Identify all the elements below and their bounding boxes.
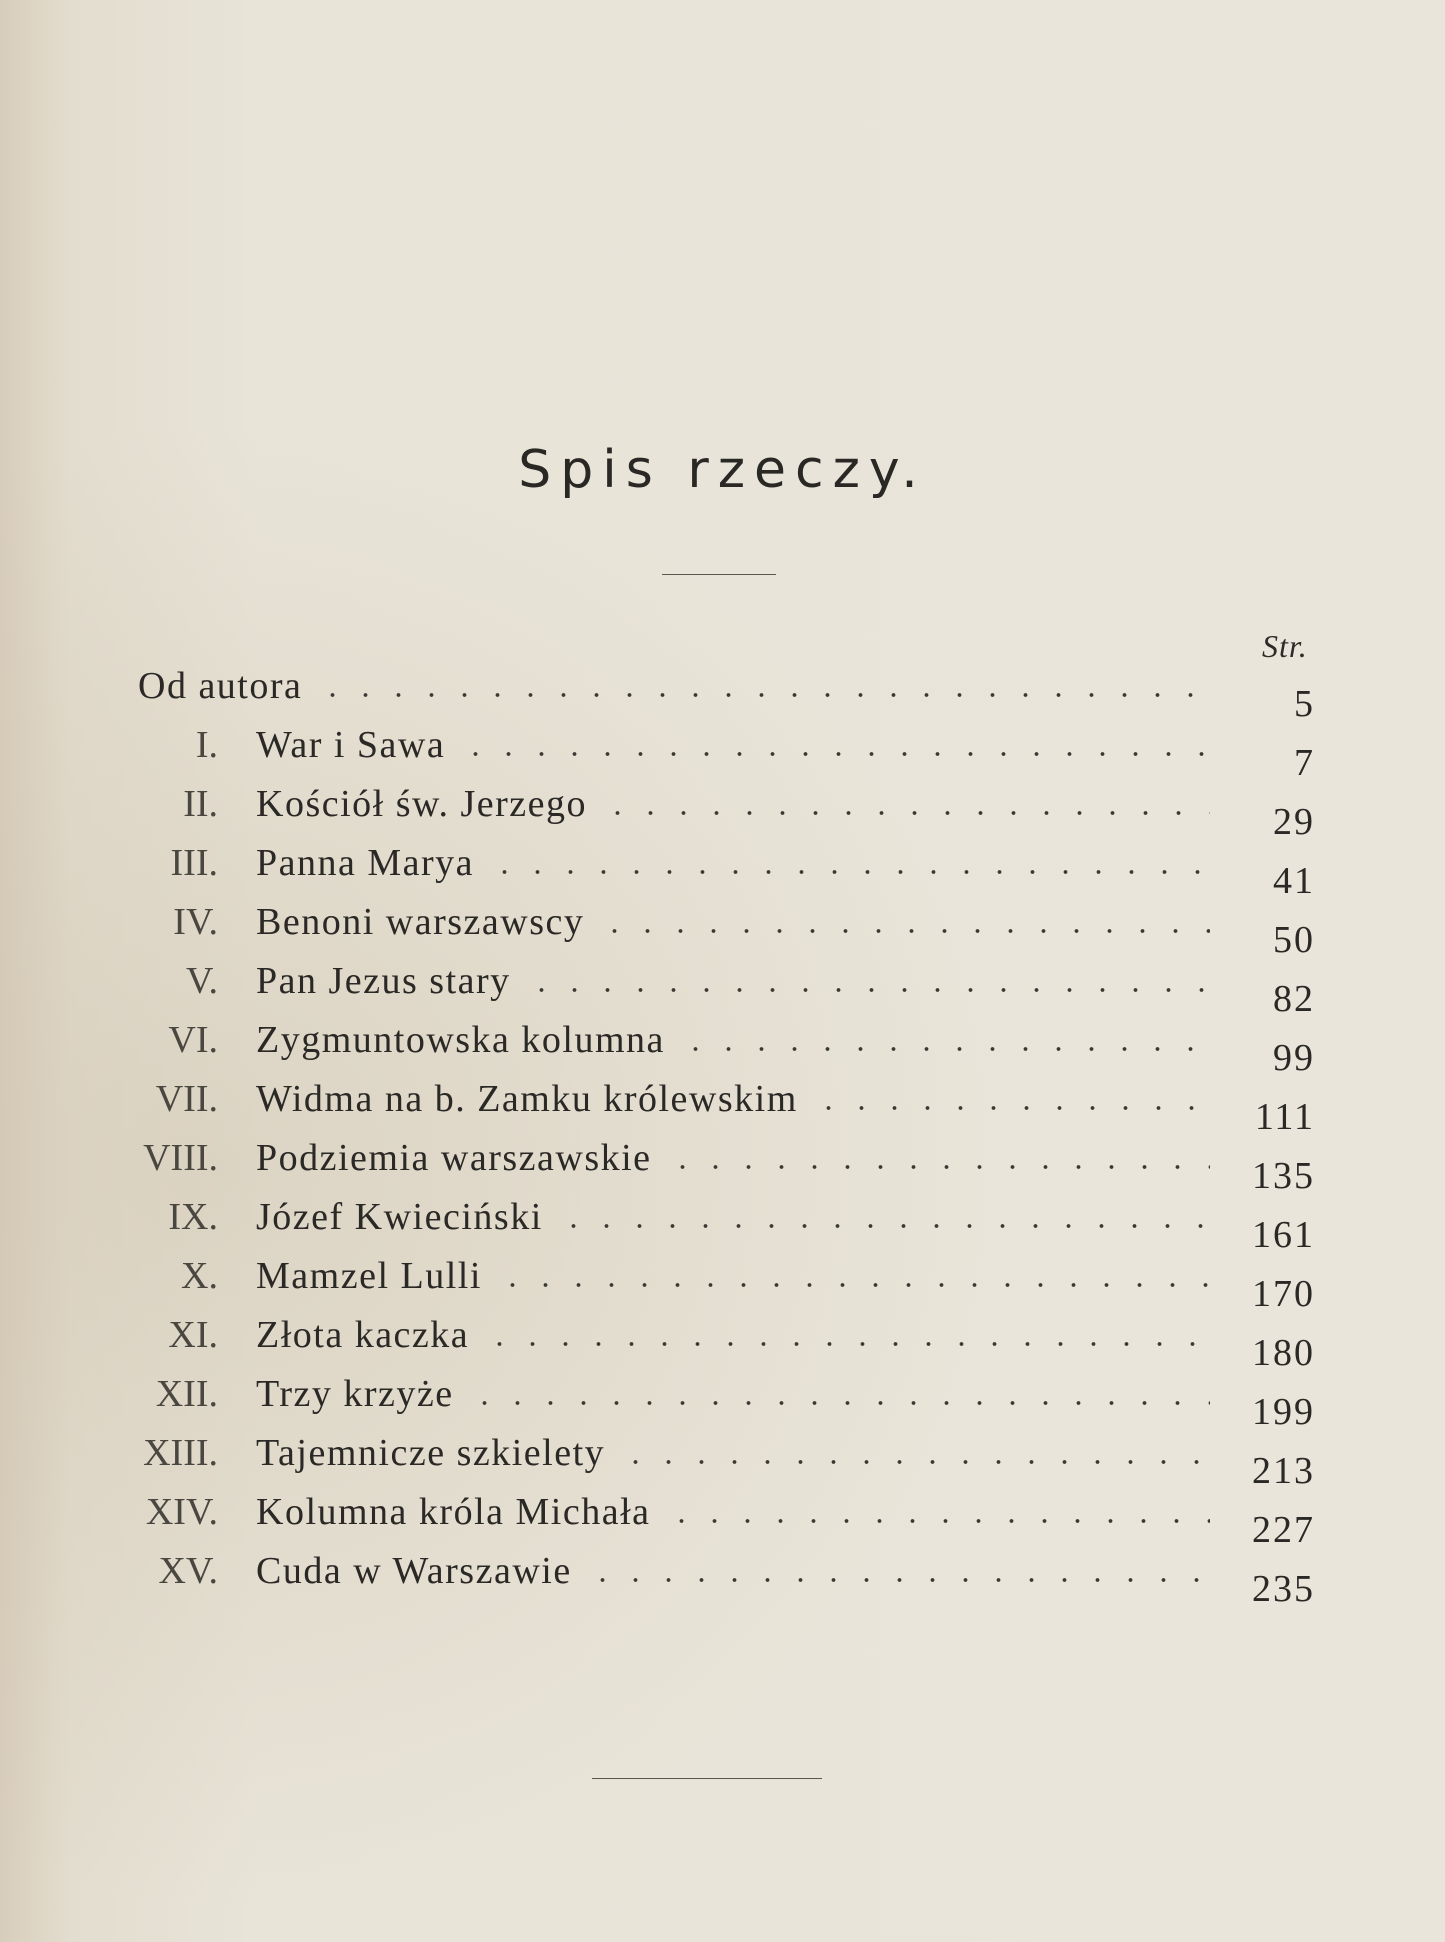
dot-leader — [679, 1046, 1210, 1052]
chapter-number: VIII. — [143, 1137, 218, 1179]
dot-leader — [459, 751, 1210, 757]
chapter-title: Mamzel Lulli — [256, 1255, 482, 1297]
toc-entry — [0, 664, 1445, 725]
chapter-title: Kościół św. Jerzego — [256, 783, 588, 825]
page-number: 5 — [1294, 683, 1315, 725]
dot-leader — [316, 692, 1210, 698]
page-number: 29 — [1273, 801, 1315, 843]
toc-entry — [0, 1077, 1445, 1138]
chapter-title: Benoni warszawscy — [256, 901, 585, 943]
dot-leader — [598, 928, 1210, 934]
chapter-title: Od autora — [138, 665, 303, 707]
chapter-title: War i Sawa — [256, 724, 446, 766]
toc-entry — [0, 1313, 1445, 1374]
dot-leader — [525, 987, 1210, 993]
toc-entry — [0, 782, 1445, 843]
dot-leader — [601, 810, 1210, 816]
dot-leader — [483, 1341, 1210, 1347]
chapter-number: XII. — [155, 1373, 218, 1415]
page-number: 170 — [1252, 1273, 1315, 1315]
page-number: 161 — [1252, 1214, 1315, 1256]
page-number: 235 — [1252, 1568, 1315, 1610]
toc-entry — [0, 1549, 1445, 1610]
bottom-divider — [592, 1778, 822, 1779]
chapter-number: V. — [185, 960, 218, 1002]
chapter-number: XIV. — [145, 1491, 218, 1533]
chapter-number: III. — [170, 842, 218, 884]
title-divider — [662, 574, 776, 575]
chapter-number: VI. — [168, 1019, 218, 1061]
toc-entry — [0, 1372, 1445, 1433]
chapter-title: Zygmuntowska kolumna — [256, 1019, 665, 1061]
toc-entry — [0, 723, 1445, 784]
page-number: 82 — [1273, 978, 1315, 1020]
page-number: 41 — [1273, 860, 1315, 902]
chapter-title: Józef Kwieciński — [256, 1196, 543, 1238]
chapter-title: Podziemia warszawskie — [256, 1137, 652, 1179]
chapter-title: Złota kaczka — [256, 1314, 470, 1356]
chapter-number: I. — [195, 724, 218, 766]
chapter-number: VII. — [155, 1078, 218, 1120]
toc-entry — [0, 1195, 1445, 1256]
chapter-title: Kolumna króla Michała — [256, 1491, 651, 1533]
chapter-title: Widma na b. Zamku królewskim — [256, 1078, 798, 1120]
chapter-number: XI. — [168, 1314, 218, 1356]
chapter-number: XV. — [158, 1550, 218, 1592]
page-column-header: Str. — [1262, 628, 1308, 664]
dot-leader — [665, 1518, 1210, 1524]
dot-leader — [586, 1577, 1210, 1583]
page-number: 135 — [1252, 1155, 1315, 1197]
chapter-title: Pan Jezus stary — [256, 960, 511, 1002]
chapter-title: Trzy krzyże — [256, 1373, 454, 1415]
toc-entry — [0, 1136, 1445, 1197]
page-number: 111 — [1254, 1096, 1315, 1138]
dot-leader — [812, 1105, 1210, 1111]
chapter-number: IV. — [173, 901, 218, 943]
page-number: 199 — [1252, 1391, 1315, 1433]
toc-entry — [0, 1490, 1445, 1551]
chapter-number: IX. — [168, 1196, 218, 1238]
chapter-number: XIII. — [143, 1432, 218, 1474]
chapter-number: II. — [183, 783, 218, 825]
page-number: 99 — [1273, 1037, 1315, 1079]
dot-leader — [488, 869, 1210, 875]
chapter-title: Panna Marya — [256, 842, 475, 884]
toc-entry — [0, 1431, 1445, 1492]
toc-entry — [0, 1018, 1445, 1079]
page-number: 50 — [1273, 919, 1315, 961]
dot-leader — [557, 1223, 1210, 1229]
toc-entry — [0, 1254, 1445, 1315]
page-number: 213 — [1252, 1450, 1315, 1492]
chapter-title: Tajemnicze szkielety — [256, 1432, 606, 1474]
chapter-title: Cuda w Warszawie — [256, 1550, 572, 1592]
chapter-number: X. — [181, 1255, 218, 1297]
page-number: 7 — [1294, 742, 1315, 784]
toc-entry — [0, 959, 1445, 1020]
page-number: 227 — [1252, 1509, 1315, 1551]
page-number: 180 — [1252, 1332, 1315, 1374]
dot-leader — [619, 1459, 1210, 1465]
dot-leader — [666, 1164, 1210, 1170]
toc-entry — [0, 841, 1445, 902]
dot-leader — [468, 1400, 1210, 1406]
toc-entry — [0, 900, 1445, 961]
page-title: Spis rzeczy. — [518, 440, 927, 500]
dot-leader — [496, 1282, 1210, 1288]
